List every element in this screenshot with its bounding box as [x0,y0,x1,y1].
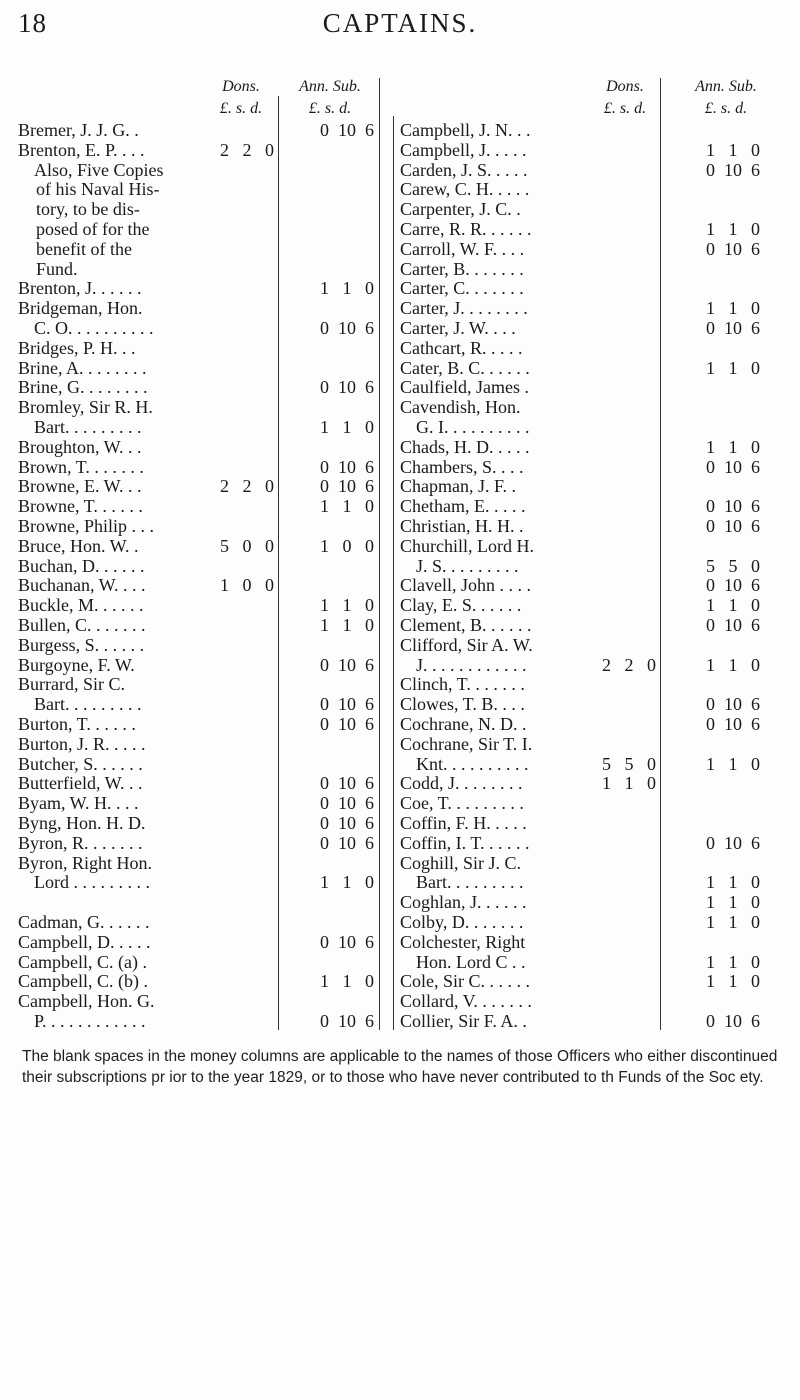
left-subscriber-name: Fund. [36,258,78,279]
right-annual-subscription-amount: 1 1 0 [706,219,760,239]
left-annual-subscription-amount: 0 10 6 [320,832,374,853]
left-subscriber-name: Burgess, S. . . . . . [18,634,145,655]
right-subscriber-name: Coghlan, J. . . . . . [400,892,527,913]
right-annsub-header: Ann. Sub. [695,78,757,95]
left-subscriber-name: P. . . . . . . . . . . . [34,1011,146,1031]
left-subscriber-name: of his Naval His- [36,179,160,200]
left-subscriber-name: Browne, T. . . . . . [18,496,143,517]
left-subscriber-name: Brenton, E. P. . . . [18,139,145,160]
right-subscriber-name: Chetham, E. . . . . [400,496,526,517]
right-subscriber-name: J. . . . . . . . . . . . [416,654,527,675]
right-subscriber-name: Cater, B. C. . . . . . [400,357,530,378]
left-dons-units: £. s. d. [219,100,263,117]
left-subscriber-name: Bridgeman, Hon. [18,298,143,319]
right-subscriber-name: Chads, H. D. . . . . [400,436,530,457]
right-annual-subscription-amount: 0 10 6 [706,516,760,536]
left-subscriber-name: Buchanan, W. . . . [18,575,146,596]
left-annsub-units: £. s. d. [308,100,352,117]
left-annual-subscription-amount: 1 1 0 [320,971,374,992]
left-subscriber-name: Bruce, Hon. W. . [18,535,139,556]
right-donation-amount: 5 5 0 [602,753,656,774]
right-annual-subscription-amount: 5 5 0 [706,555,760,576]
page-number: 18 [18,8,47,38]
left-annual-subscription-amount: 0 10 6 [320,694,374,715]
right-subscriber-name: Collier, Sir F. A. . [400,1011,527,1031]
left-subscriber-name: posed of for the [36,219,150,239]
right-subscriber-name: Carden, J. S. . . . . [400,159,528,180]
right-annual-subscription-amount: 0 10 6 [706,615,760,635]
right-annual-subscription-amount: 0 10 6 [706,1011,760,1031]
right-annual-subscription-amount: 0 10 6 [706,318,760,338]
left-donation-amount: 2 2 0 [220,139,274,160]
right-annual-subscription-amount: 0 10 6 [706,496,760,517]
right-annual-subscription-amount: 1 1 0 [706,951,760,972]
right-subscriber-name: Carew, C. H. . . . . [400,179,530,200]
left-annual-subscription-amount: 1 1 0 [320,595,374,616]
right-dons-header: Dons. [606,78,644,95]
right-subscriber-name: Carter, B. . . . . . . [400,258,524,279]
left-subscriber-name: Bromley, Sir R. H. [18,397,153,418]
right-subscriber-name: Clay, E. S. . . . . . [400,595,522,616]
right-subscriber-name: Knt. . . . . . . . . . [416,753,529,774]
left-subscriber-name: C. O. . . . . . . . . . [34,318,154,338]
left-subscriber-name: Burton, T. . . . . . [18,714,136,734]
left-subscriber-name: Butcher, S. . . . . . [18,753,143,774]
right-subscriber-name: Cole, Sir C. . . . . . [400,971,531,992]
right-subscriber-name: Clavell, John . . . . [400,575,531,596]
left-donation-amount: 5 0 0 [220,535,274,556]
right-annual-subscription-amount: 0 10 6 [706,159,760,180]
subscription-ledger [18,78,790,1044]
left-annual-subscription-amount: 0 10 6 [320,1011,374,1031]
right-subscriber-name: Chapman, J. F. . [400,476,517,497]
left-annual-subscription-amount: 0 10 6 [320,714,374,734]
left-subscriber-name: Byam, W. H. . . . [18,793,139,814]
left-subscriber-name: Bart. . . . . . . . . [34,417,142,437]
right-subscriber-name: Coghill, Sir J. C. [400,852,522,873]
left-subscriber-name: Byng, Hon. H. D. [18,813,146,833]
left-annual-subscription-amount: 0 10 6 [320,654,374,675]
right-subscriber-name: Cavendish, Hon. [400,397,521,418]
left-annsub-header: Ann. Sub. [299,78,361,95]
left-subscriber-name: Brown, T. . . . . . . [18,456,144,477]
left-subscriber-name: benefit of the [36,238,132,259]
left-donation-amount: 1 0 0 [220,575,274,596]
right-subscriber-name: Coffin, F. H. . . . . [400,813,527,833]
left-subscriber-name: Browne, E. W. . . [18,476,142,497]
left-annual-subscription-amount: 1 0 0 [320,535,374,556]
right-annual-subscription-amount: 0 10 6 [706,456,760,477]
left-subscriber-name: Butterfield, W. . . [18,773,143,794]
right-donation-amount: 1 1 0 [602,773,656,794]
right-annual-subscription-amount: 1 1 0 [706,139,760,160]
right-annual-subscription-amount: 1 1 0 [706,654,760,675]
left-annual-subscription-amount: 1 1 0 [320,278,374,299]
right-subscriber-name: Cochrane, N. D. . [400,714,527,734]
left-subscriber-name: Bridges, P. H. . . [18,337,136,358]
right-subscriber-name: Carter, J. W. . . . [400,318,516,338]
right-subscriber-name: Chambers, S. . . . [400,456,524,477]
left-subscriber-name: Buchan, D. . . . . . [18,555,145,576]
right-annsub-units: £. s. d. [704,100,748,117]
left-annual-subscription-amount: 0 10 6 [320,456,374,477]
left-subscriber-name: Campbell, C. (a) . [18,951,147,972]
column-rule [660,78,661,1030]
right-annual-subscription-amount: 0 10 6 [706,714,760,734]
right-annual-subscription-amount: 1 1 0 [706,753,760,774]
right-subscriber-name: G. I. . . . . . . . . . [416,417,530,437]
right-annual-subscription-amount: 1 1 0 [706,357,760,378]
right-subscriber-name: Carpenter, J. C. . [400,199,521,220]
left-subscriber-name: Campbell, D. . . . . [18,931,151,952]
right-subscriber-name: Churchill, Lord H. [400,535,534,556]
right-donation-amount: 2 2 0 [602,654,656,675]
column-rule [379,78,380,1030]
left-subscriber-name: Bart. . . . . . . . . [34,694,142,715]
left-annual-subscription-amount: 1 1 0 [320,615,374,635]
right-subscriber-name: Clowes, T. B. . . . [400,694,525,715]
left-annual-subscription-amount: 1 1 0 [320,872,374,893]
right-subscriber-name: Clifford, Sir A. W. [400,634,533,655]
column-rule [278,96,279,1030]
right-subscriber-name: Colchester, Right [400,931,526,952]
left-annual-subscription-amount: 0 10 6 [320,813,374,833]
left-annual-subscription-amount: 0 10 6 [320,120,374,140]
right-subscriber-name: Cathcart, R. . . . . [400,337,523,358]
left-subscriber-name: Also, Five Copies [34,159,164,180]
right-subscriber-name: Hon. Lord C . . [416,951,526,972]
right-subscriber-name: Campbell, J. . . . . [400,139,527,160]
left-subscriber-name: Bremer, J. J. G. . [18,120,139,140]
left-subscriber-name: Burton, J. R. . . . . [18,733,146,754]
footnote: The blank spaces in the money columns are applicable to the names of those Officers who either discontinued their subscriptions pr ior to the year 1829, or to those who have never contributed to th Funds of the Soc ety. [22,1048,778,1086]
right-subscriber-name: Campbell, J. N. . . [400,120,531,140]
left-subscriber-name: Brenton, J. . . . . . [18,278,142,299]
right-subscriber-name: Colby, D. . . . . . . [400,912,524,932]
right-subscriber-name: Clement, B. . . . . . [400,615,532,635]
left-annual-subscription-amount: 0 10 6 [320,931,374,952]
right-subscriber-name: Codd, J. . . . . . . . [400,773,523,794]
right-subscriber-name: Caulfield, James . [400,377,529,398]
left-subscriber-name: Lord . . . . . . . . . [34,872,150,893]
left-annual-subscription-amount: 0 10 6 [320,793,374,814]
right-annual-subscription-amount: 1 1 0 [706,872,760,893]
left-subscriber-name: Burgoyne, F. W. [18,654,135,675]
left-subscriber-name: Browne, Philip . . . [18,516,155,536]
left-subscriber-name: tory, to be dis- [36,199,140,220]
right-subscriber-name: Clinch, T. . . . . . . [400,674,525,695]
left-dons-header: Dons. [222,78,260,95]
right-subscriber-name: Coe, T. . . . . . . . . [400,793,524,814]
running-title: CAPTAINS. [322,8,478,38]
right-subscriber-name: J. S. . . . . . . . . [416,555,519,576]
left-donation-amount: 2 2 0 [220,476,274,497]
right-annual-subscription-amount: 1 1 0 [706,436,760,457]
left-subscriber-name: Brine, A. . . . . . . . [18,357,147,378]
left-subscriber-name: Buckle, M. . . . . . [18,595,144,616]
left-annual-subscription-amount: 0 10 6 [320,318,374,338]
right-subscriber-name: Cochrane, Sir T. I. [400,733,533,754]
left-subscriber-name: Burrard, Sir C. [18,674,125,695]
right-annual-subscription-amount: 1 1 0 [706,971,760,992]
right-annual-subscription-amount: 1 1 0 [706,595,760,616]
right-subscriber-name: Christian, H. H. . [400,516,524,536]
left-subscriber-name: Cadman, G. . . . . . [18,912,150,932]
left-subscriber-name: Campbell, C. (b) . [18,971,148,992]
left-subscriber-name: Byron, Right Hon. [18,852,153,873]
right-annual-subscription-amount: 1 1 0 [706,892,760,913]
right-subscriber-name: Collard, V. . . . . . . [400,991,532,1012]
left-annual-subscription-amount: 0 10 6 [320,773,374,794]
left-annual-subscription-amount: 1 1 0 [320,417,374,437]
left-subscriber-name: Broughton, W. . . [18,436,142,457]
left-annual-subscription-amount: 1 1 0 [320,496,374,517]
right-dons-units: £. s. d. [603,100,647,117]
left-annual-subscription-amount: 0 10 6 [320,476,374,497]
right-annual-subscription-amount: 0 10 6 [706,238,760,259]
right-subscriber-name: Carter, C. . . . . . . [400,278,524,299]
right-annual-subscription-amount: 1 1 0 [706,912,760,932]
left-subscriber-name: Bullen, C. . . . . . . [18,615,146,635]
right-subscriber-name: Carre, R. R. . . . . . [400,219,532,239]
right-annual-subscription-amount: 0 10 6 [706,832,760,853]
right-subscriber-name: Carroll, W. F. . . . [400,238,525,259]
right-annual-subscription-amount: 0 10 6 [706,694,760,715]
right-annual-subscription-amount: 0 10 6 [706,575,760,596]
left-annual-subscription-amount: 0 10 6 [320,377,374,398]
left-subscriber-name: Byron, R. . . . . . . [18,832,143,853]
right-subscriber-name: Coffin, I. T. . . . . . [400,832,530,853]
left-subscriber-name: Campbell, Hon. G. [18,991,155,1012]
right-subscriber-name: Bart. . . . . . . . . [416,872,524,893]
right-subscriber-name: Carter, J. . . . . . . . [400,298,528,319]
column-rule [393,116,394,1030]
left-subscriber-name: Brine, G. . . . . . . . [18,377,148,398]
right-annual-subscription-amount: 1 1 0 [706,298,760,319]
